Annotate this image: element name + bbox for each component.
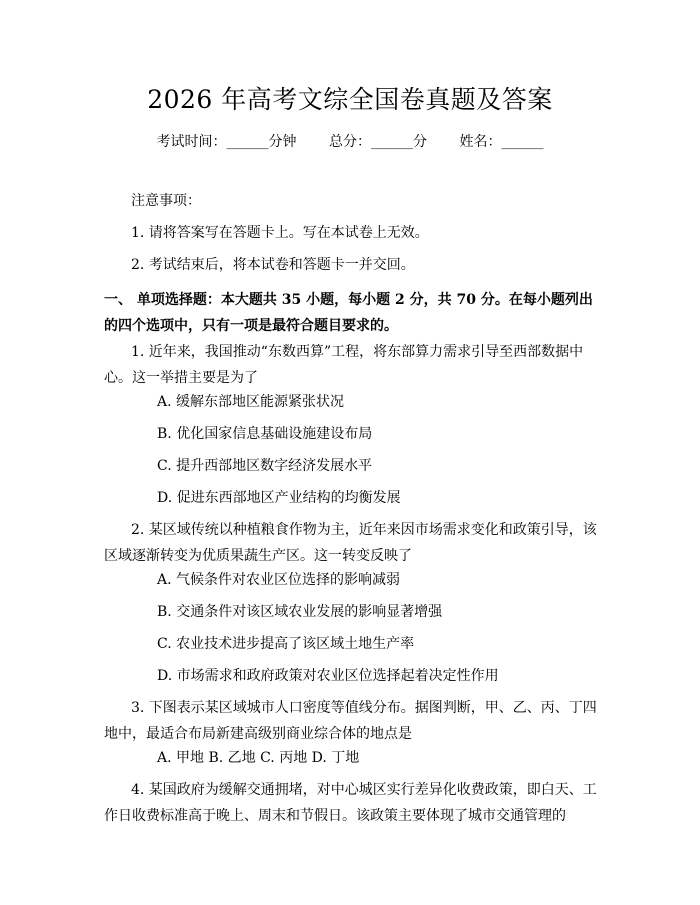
question-option: A. 气候条件对农业区位选择的影响减弱 bbox=[157, 572, 401, 588]
exam-time-field: 考试时间：______分钟 bbox=[156, 134, 297, 150]
notice-heading: 注意事项： bbox=[131, 193, 201, 209]
question-option: C. 提升西部地区数字经济发展水平 bbox=[157, 458, 373, 474]
section-heading: 一、 单项选择题：本大题共 35 小题，每小题 2 分，共 70 分。在每小题列出的四个选项中，只有一项是最符合题目要求的。 bbox=[104, 292, 593, 334]
name-field: 姓名：______ bbox=[459, 134, 544, 150]
question-stem: 1. 近年来，我国推动“东数西算”工程，将东部算力需求引导至西部数据中心。这一举措主要是为了 bbox=[104, 344, 584, 386]
question-option: D. 促进东西部地区产业结构的均衡发展 bbox=[157, 490, 401, 506]
question-stem: 3. 下图表示某区域城市人口密度等值线分布。据图判断，甲、乙、丙、丁四地中，最适合布局新建高级别商业综合体的地点是 bbox=[104, 700, 597, 742]
exam-info-row bbox=[0, 131, 700, 151]
total-score-field: 总分：______分 bbox=[329, 134, 427, 150]
question-option: D. 市场需求和政府政策对农业区位选择起着决定性作用 bbox=[157, 668, 499, 684]
question-option: A. 缓解东部地区能源紧张状况 bbox=[157, 394, 345, 410]
question-option: B. 交通条件对该区域农业发展的影响显著增强 bbox=[157, 604, 443, 620]
page-title: 2026 年高考文综全国卷真题及答案 bbox=[147, 85, 553, 114]
question-stem: 4. 某国政府为缓解交通拥堵，对中心城区实行差异化收费政策，即白天、工作日收费标准高于晚上、周末和节假日。该政策主要体现了城市交通管理的 bbox=[104, 782, 597, 824]
question-option: C. 农业技术进步提高了该区域土地生产率 bbox=[157, 636, 415, 652]
question-option: B. 优化国家信息基础设施建设布局 bbox=[157, 426, 373, 442]
notice-item: 2. 考试结束后，将本试卷和答题卡一并交回。 bbox=[131, 257, 415, 273]
question-option: A. 甲地 B. 乙地 C. 丙地 D. 丁地 bbox=[157, 750, 360, 766]
notice-item: 1. 请将答案写在答题卡上。写在本试卷上无效。 bbox=[131, 225, 429, 241]
question-stem: 2. 某区域传统以种植粮食作物为主，近年来因市场需求变化和政策引导，该区域逐渐转变为优质果蔬生产区。这一转变反映了 bbox=[104, 522, 597, 564]
